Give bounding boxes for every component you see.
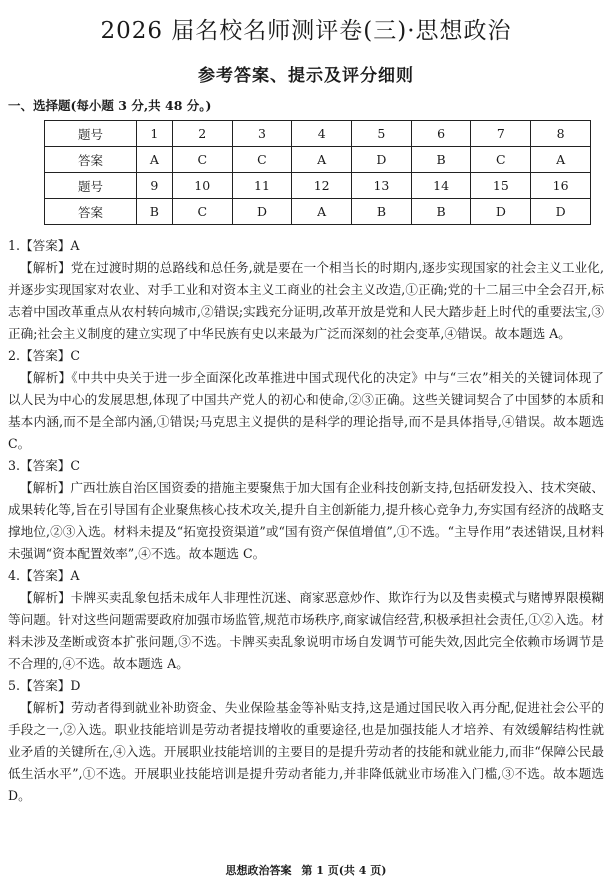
answer-line: 5.【答案】D (8, 678, 81, 693)
table-cell: 题号 (45, 121, 137, 147)
table-cell: 6 (411, 121, 471, 147)
question-block (8, 455, 604, 565)
table-row (45, 199, 591, 225)
explanation-paragraph: 【解析】党在过渡时期的总路线和总任务,就是要在一个相当长的时期内,逐步实现国家的社会主义工业化,并逐步实现国家对农业、对手工业和对资本主义工商业的社会主义改造,①正确;党的十二届三中全会召开,标志着中国改革重点从农村转向城市,②错误;实践充分证明,改革开放是党和人民大踏步赶上时代的重要法宝,③正确;社会主义制度的建立实现了中华民族有史以来最为广泛而深刻的社会变革,④错误。故本题选 A。 (8, 260, 604, 341)
section-heading: 一、选择题(每小题 3 分,共 48 分。) (8, 98, 212, 113)
table-row (45, 173, 591, 199)
question-block (8, 235, 604, 345)
table-cell: B (136, 199, 172, 225)
table-row (45, 147, 591, 173)
table-cell: D (471, 199, 531, 225)
table-cell: B (352, 199, 412, 225)
table-cell: 答案 (45, 199, 137, 225)
table-cell: C (172, 147, 232, 173)
answer-line: 3.【答案】C (8, 458, 81, 473)
table-cell: D (232, 199, 292, 225)
answer-table (44, 120, 591, 225)
table-cell: 16 (531, 173, 591, 199)
table-row (45, 121, 591, 147)
table-cell: 7 (471, 121, 531, 147)
page-subtitle: 参考答案、提示及评分细则 (198, 66, 414, 86)
table-cell: 13 (352, 173, 412, 199)
table-cell: C (471, 147, 531, 173)
answer-line: 2.【答案】C (8, 348, 81, 363)
table-cell: A (292, 199, 352, 225)
table-cell: 15 (471, 173, 531, 199)
explanation-paragraph: 【解析】广西壮族自治区国资委的措施主要聚焦于加大国有企业科技创新支持,包括研发投入、技术突破、成果转化等,旨在引导国有企业聚焦核心技术攻关,提升自主创新能力,提升核心竞争力,夯实国有经济的战略支撑地位,②③入选。材料未提及“拓宽投资渠道”或“国有资产保值增值”,①不选。“主导作用”表述错误,且材料未强调“资本配置效率”,④不选。故本题选 C。 (8, 480, 604, 561)
table-cell: A (531, 147, 591, 173)
table-cell: 14 (411, 173, 471, 199)
table-cell: 3 (232, 121, 292, 147)
table-cell: 题号 (45, 173, 137, 199)
footer-page-number: 第 1 页(共 4 页) (301, 864, 387, 877)
table-cell: 2 (172, 121, 232, 147)
table-cell: 10 (172, 173, 232, 199)
answer-line: 4.【答案】A (8, 568, 80, 583)
table-cell: 8 (531, 121, 591, 147)
table-cell: 1 (136, 121, 172, 147)
page-footer (0, 862, 612, 878)
table-cell: 12 (292, 173, 352, 199)
question-block (8, 675, 604, 807)
table-cell: 答案 (45, 147, 137, 173)
table-cell: D (352, 147, 412, 173)
table-cell: B (411, 199, 471, 225)
table-cell: 11 (232, 173, 292, 199)
table-cell: C (232, 147, 292, 173)
explanation-paragraph: 【解析】卡牌买卖乱象包括未成年人非理性沉迷、商家恶意炒作、欺诈行为以及售卖模式与赌博界限模糊等问题。针对这些问题需要政府加强市场监管,规范市场秩序,商家诚信经营,积极承担社会责任,①②入选。材料未涉及垄断或资本扩张问题,③不选。卡牌买卖乱象说明市场自发调节可能失效,因此完全依赖市场调节是不合理的,④不选。故本题选 A。 (8, 590, 604, 671)
question-block (8, 345, 604, 455)
question-block (8, 565, 604, 675)
table-cell: A (292, 147, 352, 173)
table-cell: C (172, 199, 232, 225)
table-cell: D (531, 199, 591, 225)
answer-line: 1.【答案】A (8, 238, 80, 253)
answer-explanations (8, 235, 604, 807)
table-cell: 5 (352, 121, 412, 147)
footer-subject: 思想政治答案 (225, 864, 292, 877)
explanation-paragraph: 【解析】劳动者得到就业补助资金、失业保险基金等补贴支持,这是通过国民收入再分配,促进社会公平的手段之一,②入选。职业技能培训是劳动者提技增收的重要途径,也是加强技能人才培养、有效缓解结构性就业矛盾的关键所在,④入选。开展职业技能培训的主要目的是提升劳动者的技能和就业能力,而非“保障公民最低生活水平”,①不选。开展职业技能培训是提升劳动者能力,并非降低就业市场准入门槛,③不选。故本题选 D。 (8, 700, 604, 803)
table-cell: 9 (136, 173, 172, 199)
table-cell: 4 (292, 121, 352, 147)
table-cell: A (136, 147, 172, 173)
explanation-paragraph: 【解析】《中共中央关于进一步全面深化改革推进中国式现代化的决定》中与“三农”相关的关键词体现了以人民为中心的发展思想,体现了中国共产党人的初心和使命,②③正确。这些关键词契合了中国梦的本质和基本内涵,而不是全部内涵,①错误;马克思主义提供的是科学的理论指导,而不是具体指导,④错误。故本题选 C。 (8, 370, 604, 451)
table-cell: B (411, 147, 471, 173)
page-title: 2026 届名校名师测评卷(三)·思想政治 (100, 18, 512, 44)
